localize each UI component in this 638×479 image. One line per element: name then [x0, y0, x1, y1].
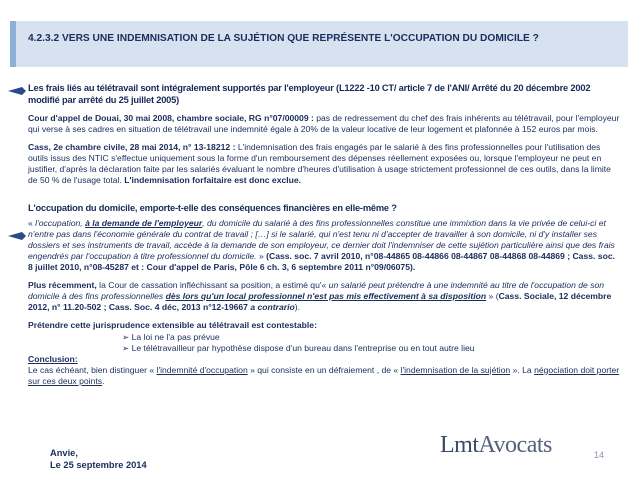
arrow-bullet-icon — [8, 231, 26, 241]
arrow-bullet-icon: ➢ — [122, 342, 130, 353]
arrow-bullet-icon — [8, 86, 26, 96]
case-ref-douai: Cour d'appel de Douai, 30 mai 2008, chambre sociale, RG n°07/00009 : — [28, 113, 314, 123]
section-title: 4.2.3.2 VERS UNE INDEMNISATION DE LA SUJÉTION QUE REPRÉSENTE L'OCCUPATION DU DOMICILE ? — [28, 33, 539, 44]
section2-title: L'occupation du domicile, emporte-t-elle des conséquences financières en elle-même ? — [28, 203, 397, 213]
conclusion — [28, 354, 620, 387]
footer-signature: Anvie, Le 25 septembre 2014 — [50, 448, 147, 470]
paragraph-extensible: Prétendre cette jurisprudence extensible au télétravail est contestable: — [28, 319, 317, 330]
case-ref-2010: (Cass. soc. 7 avril 2010, n°08-44865 08-44866 08-44867 08-44868 08-44869 ; Cass. soc. 8 juillet 2010, n°08-45287 et : Cour d'appel de Paris, Pôle 6 ch. 3, 6 septembre 2011 n°09/06075). — [28, 250, 615, 272]
section1-title: Les frais liés au télétravail sont intégralement supportés par l'employeur (L1222 -10 CT/ article 7 de l'ANI/ Arrêté du 20 décembre 2002 modifié par arrêté du 25 juillet 2005) — [28, 83, 591, 105]
paragraph-douai: Cour d'appel de Douai, 30 mai 2008, chambre sociale, RG n°07/00009 : pas de redressement du chef des frais inhérents au télétravail, pour l'employeur qui verse à ses cadres en situation de télétravail une indemnité égale à 20% de la valeur locative de leur logement et plafonnée à 152 euros par mois. — [28, 113, 620, 134]
bullet-list — [122, 332, 620, 354]
conclusion-text: Le cas échéant, bien distinguer « l'indemnité d'occupation » qui consiste en un défraiement , de « l'indemnisation de la sujétion ». La négociation doit porter sur ces deux points. — [28, 364, 620, 386]
case-ref-2012: Cass. Sociale, 12 décembre 2012, n° 11.20-502 ; Cass. Soc. 4 déc, 2013 n°12-19667 — [28, 290, 612, 312]
list-item: ➢ Le télétravailleur par hypothèse dispose d'un bureau dans l'entreprise ou en tout autre lieu — [122, 342, 475, 353]
paragraph-quote-2010: « l'occupation, à la demande de l'employeur, du domicile du salarié à des fins professionnelles constitue une immixtion dans la vie privée de celui-ci et n'entre pas dans l'économie générale du contrat de travail ; […] si le salarié, qui n'est tenu ni d'accepter de travailler à son domicile, ni d'y installer ses dossiers et ses instruments de travail, accède à la demande de son employeur, ce dernier doit l'indemniser de cette sujétion particulière ainsi que des frais engendrés par l'occupation à titre professionnel du domicile. » (Cass. soc. 7 avril 2010, n°08-44865 08-44866 08-44867 08-44868 08-44869 ; Cass. soc. 8 juillet 2010, n°08-45287 et : Cour d'appel de Paris, Pôle 6 ch. 3, 6 septembre 2011 n°09/06075). — [28, 217, 615, 272]
paragraph-recent: Plus récemment, la Cour de cassation infléchissant sa position, a estimé qu'« un salarié peut prétendre à une indemnité au titre de l'occupation de son domicile à des fins professionnelles dès lors qu'un local professionnel n'est pas mis effectivement à sa disposition » (Cass. Sociale, 12 décembre 2012, n° 11.20-502 ; Cass. Soc. 4 déc, 2013 n°12-19667 a contrario). — [28, 279, 612, 312]
lmt-avocats-logo: LmtAvocats — [440, 432, 552, 458]
section-header — [10, 21, 628, 67]
arrow-bullet-icon: ➢ — [122, 331, 130, 342]
paragraph-cass-2014: Cass, 2e chambre civile, 28 mai 2014, n° 13-18212 : L'indemnisation des frais engagés par le salarié à des fins professionnelles pour l'utilisation des outils issus des NTIC s'effectue uniquement sous la forme d'un remboursement des dépenses réellement exposées ou, lorsque l'employeur ne peut en justifier, d'après la déclaration faite par les salariés évaluant le nombre d'heures d'utilisation à usage strictement professionnel de ces outils, dans la limite de 50 % de l'usage total. L'indemnisation forfaitaire est donc exclue. — [28, 142, 611, 185]
case-ref-cass-2014: Cass, 2e chambre civile, 28 mai 2014, n° 13-18212 : — [28, 142, 236, 152]
page-number: 14 — [594, 450, 605, 460]
slide-body — [28, 83, 620, 387]
list-item: ➢ La loi ne l'a pas prévue — [122, 331, 220, 342]
conclusion-label: Conclusion: — [28, 353, 78, 364]
